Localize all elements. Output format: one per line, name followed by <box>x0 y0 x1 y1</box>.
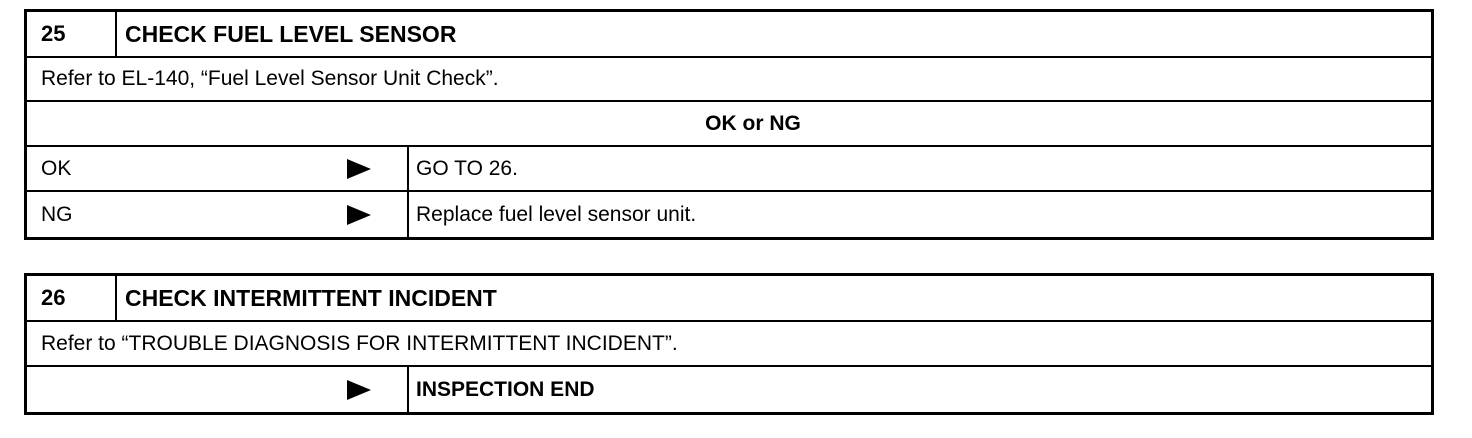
right-arrow-icon <box>347 205 371 225</box>
step-title: CHECK FUEL LEVEL SENSOR <box>125 20 457 47</box>
result-action: INSPECTION END <box>416 377 595 401</box>
result-action: GO TO 26. <box>416 156 518 180</box>
result-row-ng <box>27 192 1431 237</box>
result-label-cell <box>27 192 409 237</box>
step-instruction: Refer to “TROUBLE DIAGNOSIS FOR INTERMITTENT INCIDENT”. <box>41 331 678 355</box>
result-header-row <box>27 102 1431 147</box>
result-header: OK or NG <box>705 111 801 135</box>
step-instruction-row <box>27 322 1431 367</box>
step-instruction: Refer to EL-140, “Fuel Level Sensor Unit Check”. <box>41 67 499 90</box>
result-label-cell <box>27 147 409 190</box>
step-25-table <box>24 9 1434 240</box>
result-label-cell <box>27 367 409 412</box>
step-header <box>27 12 1431 58</box>
result-action: Replace fuel level sensor unit. <box>416 202 697 226</box>
step-instruction-row <box>27 58 1431 102</box>
right-arrow-icon <box>347 159 371 179</box>
result-row-end <box>27 367 1431 412</box>
step-number: 26 <box>27 276 117 320</box>
step-26-table <box>24 273 1434 415</box>
result-label: NG <box>41 202 73 226</box>
step-header <box>27 276 1431 322</box>
result-row-ok <box>27 147 1431 192</box>
right-arrow-icon <box>347 380 371 400</box>
result-label: OK <box>41 156 72 180</box>
step-title: CHECK INTERMITTENT INCIDENT <box>125 284 497 311</box>
step-number: 25 <box>27 12 117 56</box>
